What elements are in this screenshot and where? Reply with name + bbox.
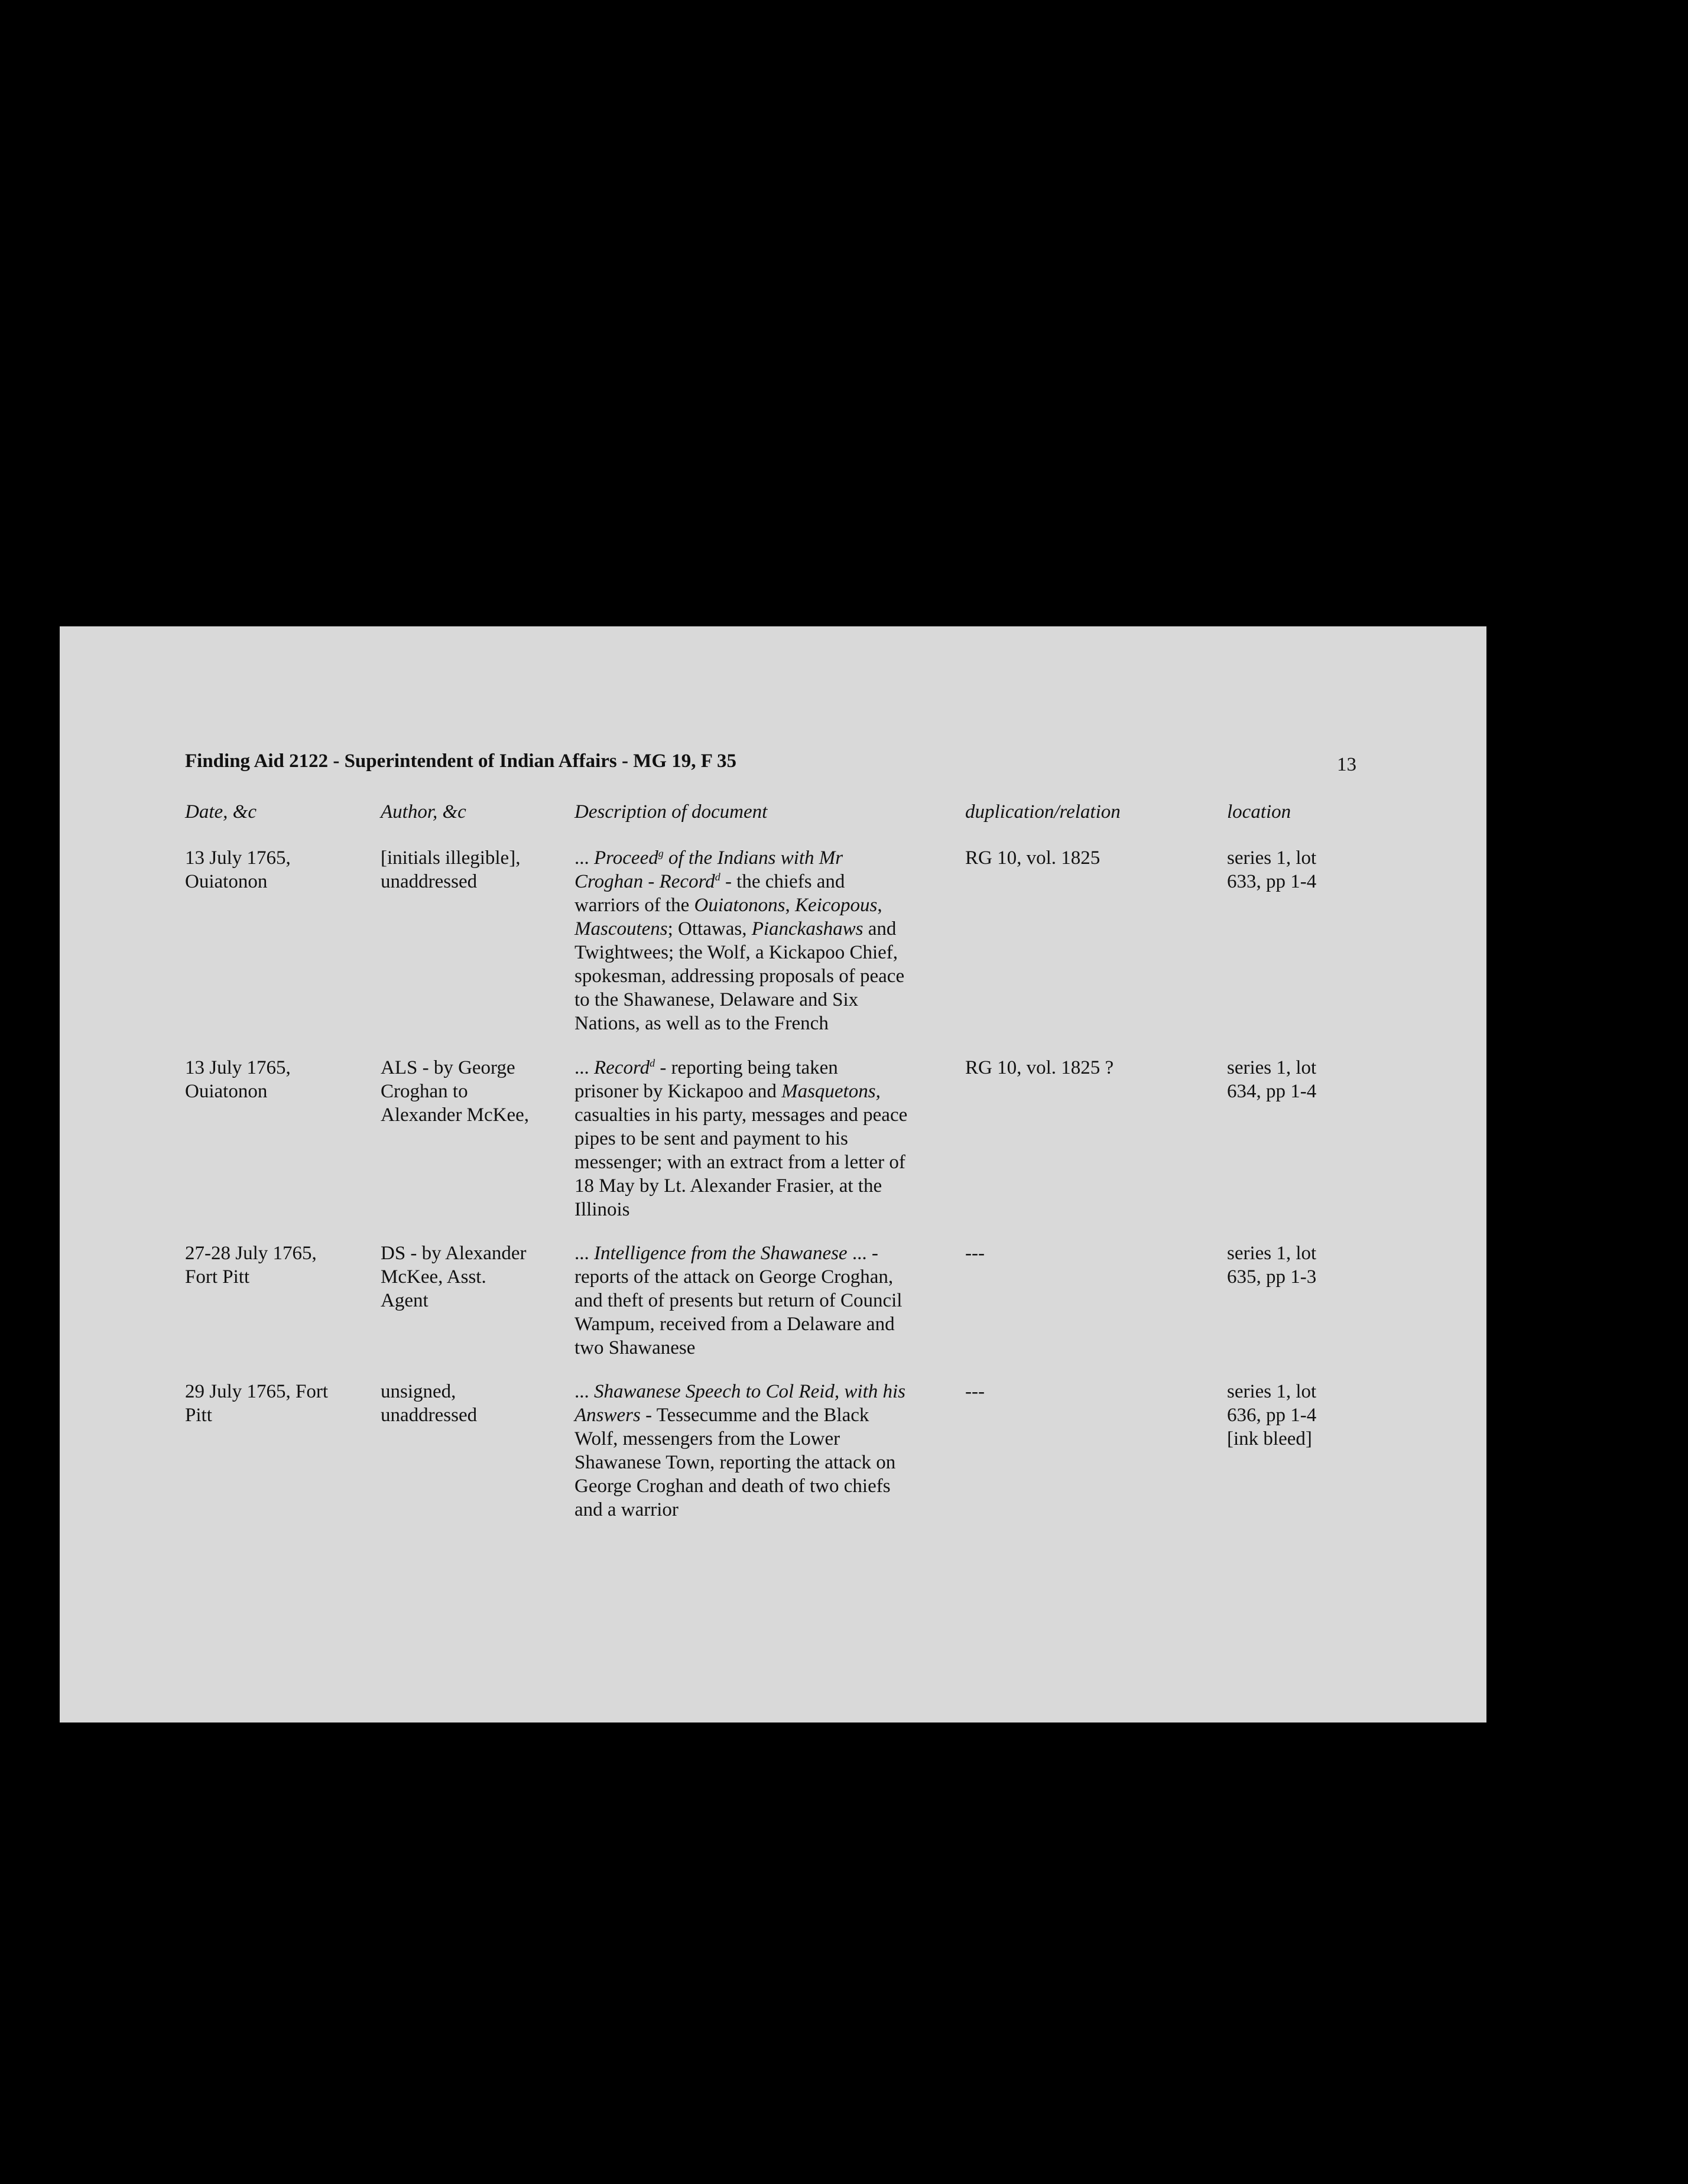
description-line: ... Shawanese Speech to Col Reid, with his xyxy=(574,1381,906,1402)
date-cell xyxy=(185,846,362,893)
author-cell xyxy=(381,1242,558,1312)
author-cell xyxy=(381,846,558,893)
author-line: McKee, Asst. xyxy=(381,1266,486,1288)
date-cell xyxy=(185,1242,362,1289)
date-line: 13 July 1765, xyxy=(185,1057,291,1078)
date-line: Fort Pitt xyxy=(185,1266,250,1288)
document-page xyxy=(60,626,1486,1722)
date-cell xyxy=(185,1056,362,1103)
location-line: 634, pp 1-4 xyxy=(1227,1081,1317,1102)
location-line: series 1, lot xyxy=(1227,1243,1317,1264)
description-line: prisoner by Kickapoo and Masquetons, xyxy=(574,1081,881,1102)
description-line: two Shawanese xyxy=(574,1337,696,1358)
location-line: 636, pp 1-4 xyxy=(1227,1405,1317,1426)
location-cell xyxy=(1227,1056,1404,1103)
description-line: casualties in his party, messages and peace xyxy=(574,1104,908,1126)
description-line: Croghan - Record$^d$ - the chiefs and xyxy=(574,871,845,892)
description-line: and a warrior xyxy=(574,1499,679,1520)
description-cell xyxy=(574,1380,941,1522)
author-line: unsigned, xyxy=(381,1381,456,1402)
location-line: series 1, lot xyxy=(1227,1381,1317,1402)
date-cell xyxy=(185,1380,362,1427)
description-cell xyxy=(574,846,941,1035)
duplication-cell: --- xyxy=(965,1381,985,1402)
description-line: spokesman, addressing proposals of peace xyxy=(574,966,905,987)
author-line: Alexander McKee, xyxy=(381,1104,530,1126)
column-header-author: Author, &c xyxy=(381,801,466,823)
description-cell xyxy=(574,1242,941,1360)
description-line: to the Shawanese, Delaware and Six xyxy=(574,989,859,1010)
description-line: Wolf, messengers from the Lower xyxy=(574,1428,840,1450)
author-cell xyxy=(381,1380,558,1427)
duplication-cell: --- xyxy=(965,1243,985,1264)
author-line: unaddressed xyxy=(381,1405,478,1426)
author-line: Agent xyxy=(381,1290,429,1311)
description-line: pipes to be sent and payment to his xyxy=(574,1128,848,1149)
duplication-cell: RG 10, vol. 1825 ? xyxy=(965,1057,1114,1078)
location-cell xyxy=(1227,1242,1404,1289)
date-line: Pitt xyxy=(185,1405,212,1426)
description-line: George Croghan and death of two chiefs xyxy=(574,1476,891,1497)
column-header-description: Description of document xyxy=(574,801,768,823)
date-line: 29 July 1765, Fort xyxy=(185,1381,329,1402)
column-header-location: location xyxy=(1227,801,1291,823)
description-line: ... Proceed$^g$ of the Indians with Mr xyxy=(574,847,843,869)
date-line: 13 July 1765, xyxy=(185,847,291,869)
date-line: 27-28 July 1765, xyxy=(185,1243,317,1264)
description-line: reports of the attack on George Croghan, xyxy=(574,1266,894,1288)
location-line: 633, pp 1-4 xyxy=(1227,871,1317,892)
date-line: Ouiatonon xyxy=(185,871,268,892)
column-header-date: Date, &c xyxy=(185,801,257,823)
author-line: DS - by Alexander xyxy=(381,1243,527,1264)
author-line: unaddressed xyxy=(381,871,478,892)
author-line: Croghan to xyxy=(381,1081,468,1102)
author-line: ALS - by George xyxy=(381,1057,515,1078)
column-header-duplication: duplication/relation xyxy=(965,801,1121,823)
duplication-cell: RG 10, vol. 1825 xyxy=(965,847,1101,869)
description-line: ... Intelligence from the Shawanese ... - xyxy=(574,1243,878,1264)
description-cell xyxy=(574,1056,941,1221)
description-line: warriors of the Ouiatonons, Keicopous, xyxy=(574,895,882,916)
location-cell xyxy=(1227,1380,1404,1451)
description-line: ... Record$^d$ - reporting being taken xyxy=(574,1057,838,1078)
location-line: 635, pp 1-3 xyxy=(1227,1266,1317,1288)
location-cell xyxy=(1227,846,1404,893)
date-line: Ouiatonon xyxy=(185,1081,268,1102)
description-line: Twightwees; the Wolf, a Kickapoo Chief, xyxy=(574,942,898,963)
description-line: Nations, as well as to the French xyxy=(574,1013,829,1034)
location-line: series 1, lot xyxy=(1227,1057,1317,1078)
page-title: Finding Aid 2122 - Superintendent of Indian Affairs - MG 19, F 35 xyxy=(185,750,736,772)
author-line: [initials illegible], xyxy=(381,847,521,869)
location-line: [ink bleed] xyxy=(1227,1428,1312,1450)
description-line: Mascoutens; Ottawas, Pianckashaws and xyxy=(574,918,897,940)
location-line: series 1, lot xyxy=(1227,847,1317,869)
description-line: and theft of presents but return of Council xyxy=(574,1290,903,1311)
description-line: 18 May by Lt. Alexander Frasier, at the xyxy=(574,1175,882,1197)
description-line: Wampum, received from a Delaware and xyxy=(574,1314,895,1335)
description-line: Illinois xyxy=(574,1199,630,1220)
page-number: 13 xyxy=(1337,754,1356,775)
description-line: Shawanese Town, reporting the attack on xyxy=(574,1452,896,1473)
description-line: Answers - Tessecumme and the Black xyxy=(574,1405,869,1426)
description-line: messenger; with an extract from a letter of xyxy=(574,1152,905,1173)
author-cell xyxy=(381,1056,558,1127)
